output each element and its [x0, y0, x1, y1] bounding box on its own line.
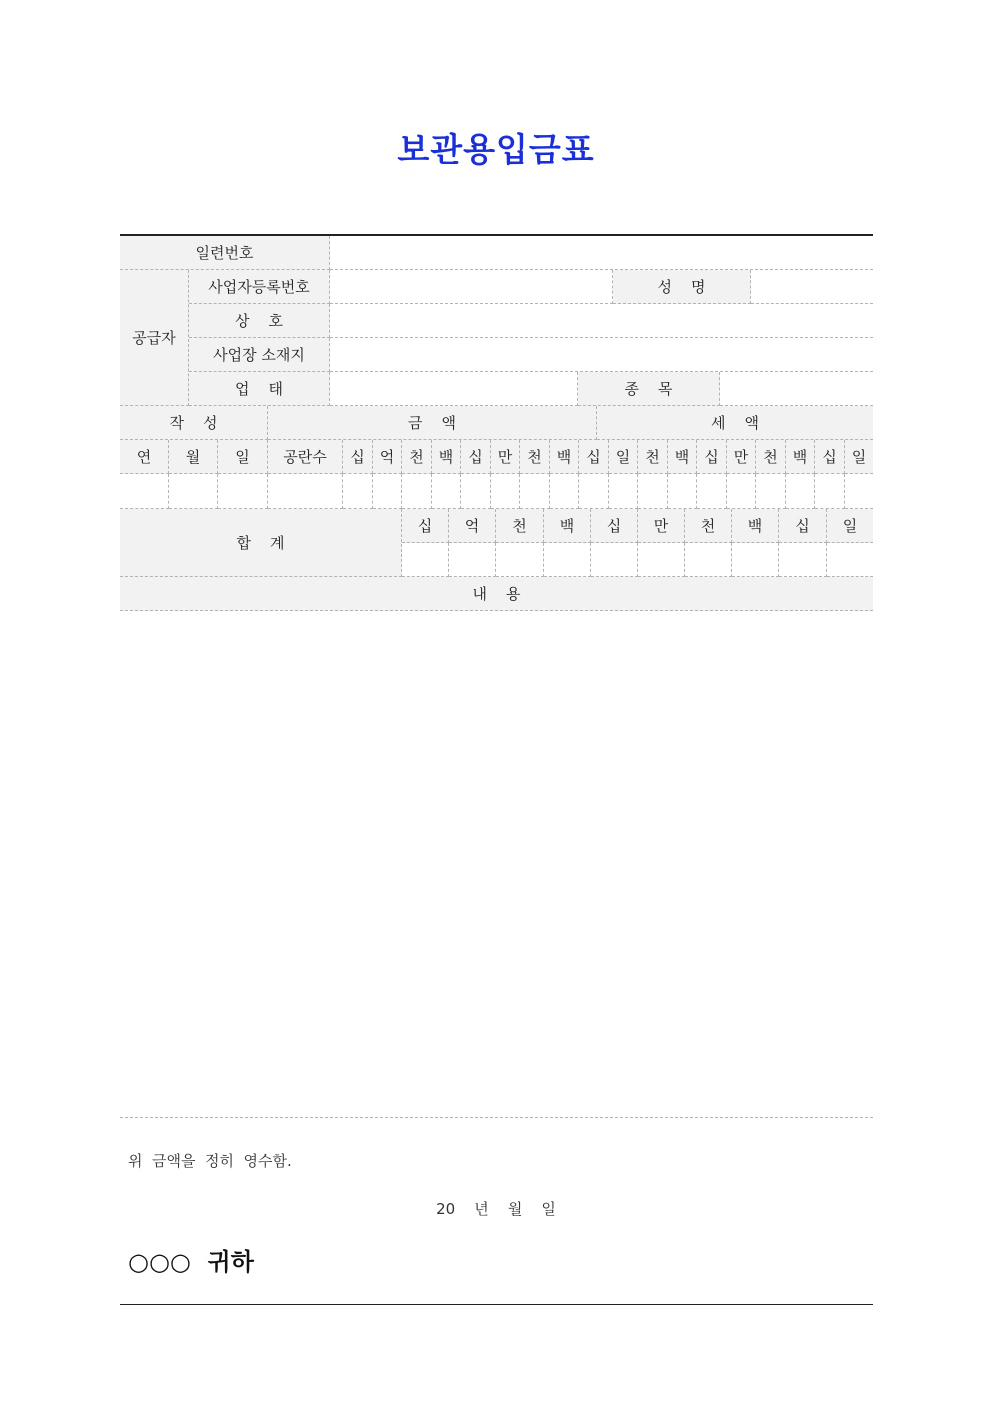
tax-digit-field[interactable]: [845, 474, 873, 509]
business-type-field[interactable]: [330, 372, 578, 406]
tax-digit-label: 일: [845, 440, 873, 474]
blank-count-field[interactable]: [268, 474, 343, 509]
amount-digit-label: 만: [491, 440, 520, 474]
written-date-label: [120, 406, 268, 440]
content-label-text: 내 용: [472, 585, 521, 603]
day-column-label: 일: [218, 440, 268, 474]
registration-number-label: 사업자등록번호: [189, 270, 330, 304]
amount-digit-field[interactable]: [609, 474, 638, 509]
amount-digit-label: 십: [461, 440, 491, 474]
document-title: 보관용입금표: [397, 130, 595, 169]
tax-label: [597, 406, 873, 440]
tax-digit-label: 십: [815, 440, 845, 474]
written-date-label-text: 작 성: [169, 414, 218, 432]
serial-number-label: 일련번호: [120, 236, 330, 270]
tax-digit-field[interactable]: [668, 474, 697, 509]
tax-label-text: 세 액: [710, 414, 760, 432]
total-digit-field[interactable]: [732, 543, 779, 577]
serial-number-field[interactable]: [330, 236, 873, 270]
company-field[interactable]: [330, 304, 873, 338]
amount-digit-field[interactable]: [550, 474, 579, 509]
tax-digit-field[interactable]: [697, 474, 727, 509]
total-digit-field[interactable]: [685, 543, 732, 577]
day-field[interactable]: [218, 474, 268, 509]
tax-digit-label: 만: [727, 440, 756, 474]
tax-digit-label: 백: [668, 440, 697, 474]
date-line: 20 년 월 일: [436, 1200, 556, 1218]
amount-digit-field[interactable]: [579, 474, 609, 509]
total-digit-field[interactable]: [402, 543, 449, 577]
content-label: [120, 577, 873, 611]
amount-label-text: 금 액: [407, 414, 457, 432]
amount-digit-label: 십: [579, 440, 609, 474]
total-digit-label: 백: [732, 509, 779, 543]
total-digit-label: 만: [638, 509, 685, 543]
total-digit-field[interactable]: [827, 543, 873, 577]
amount-digit-label: 십: [343, 440, 373, 474]
tax-digit-field[interactable]: [786, 474, 815, 509]
total-digit-label: 천: [685, 509, 732, 543]
tax-digit-field[interactable]: [727, 474, 756, 509]
amount-digit-field[interactable]: [461, 474, 491, 509]
year-column-label: 연: [120, 440, 169, 474]
address-label: 사업장 소재지: [189, 338, 330, 372]
month-column-label: 월: [169, 440, 218, 474]
supplier-label: 공급자: [120, 270, 189, 406]
amount-digit-label: 백: [432, 440, 461, 474]
total-digit-field[interactable]: [544, 543, 591, 577]
total-digit-field[interactable]: [638, 543, 685, 577]
content-bottom-border: [120, 1117, 873, 1118]
total-label: [120, 509, 402, 577]
total-digit-label: 일: [827, 509, 873, 543]
page-bottom-border: [120, 1304, 873, 1305]
company-label-text: 상 호: [234, 312, 284, 330]
amount-label: [268, 406, 597, 440]
business-type-label: [189, 372, 330, 406]
blank-count-label: 공란수: [268, 440, 343, 474]
tax-digit-field[interactable]: [815, 474, 845, 509]
total-digit-field[interactable]: [449, 543, 496, 577]
registration-number-field[interactable]: [330, 270, 613, 304]
total-digit-field[interactable]: [496, 543, 544, 577]
total-digit-label: 십: [591, 509, 638, 543]
amount-digit-field[interactable]: [373, 474, 402, 509]
receipt-statement: 위 금액을 정히 영수함.: [128, 1152, 292, 1170]
total-label-text: 합 계: [236, 534, 285, 552]
amount-digit-label: 억: [373, 440, 402, 474]
amount-digit-label: 천: [402, 440, 432, 474]
business-item-field[interactable]: [720, 372, 873, 406]
amount-digit-field[interactable]: [491, 474, 520, 509]
amount-digit-field[interactable]: [432, 474, 461, 509]
company-label: [189, 304, 330, 338]
total-digit-label: 십: [779, 509, 827, 543]
tax-digit-label: 천: [756, 440, 786, 474]
name-field[interactable]: [751, 270, 873, 304]
name-label: [613, 270, 751, 304]
amount-digit-field[interactable]: [343, 474, 373, 509]
total-digit-label: 백: [544, 509, 591, 543]
business-type-label-text: 업 태: [234, 380, 284, 398]
amount-digit-label: 백: [550, 440, 579, 474]
tax-digit-label: 천: [638, 440, 668, 474]
tax-digit-label: 백: [786, 440, 815, 474]
amount-digit-label: 천: [520, 440, 550, 474]
amount-digit-field[interactable]: [520, 474, 550, 509]
name-label-text: 성 명: [657, 278, 706, 296]
tax-digit-label: 십: [697, 440, 727, 474]
month-field[interactable]: [169, 474, 218, 509]
total-digit-label: 십: [402, 509, 449, 543]
total-digit-label: 억: [449, 509, 496, 543]
recipient-name: ○○○ 귀하: [128, 1248, 254, 1276]
year-field[interactable]: [120, 474, 169, 509]
address-field[interactable]: [330, 338, 873, 372]
tax-digit-field[interactable]: [756, 474, 786, 509]
amount-digit-label: 일: [609, 440, 638, 474]
business-item-label: [578, 372, 720, 406]
content-area[interactable]: [120, 611, 873, 1117]
business-item-label-text: 종 목: [624, 380, 673, 398]
total-digit-field[interactable]: [779, 543, 827, 577]
tax-digit-field[interactable]: [638, 474, 668, 509]
total-digit-field[interactable]: [591, 543, 638, 577]
total-digit-label: 천: [496, 509, 544, 543]
amount-digit-field[interactable]: [402, 474, 432, 509]
